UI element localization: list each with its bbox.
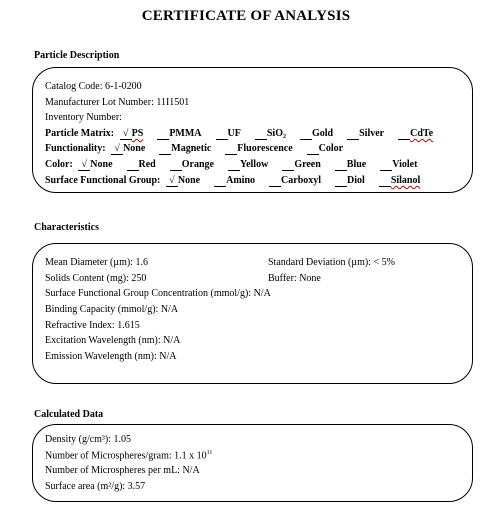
checkmark-blank: [127, 160, 139, 171]
particle-matrix-label: Particle Matrix:: [45, 128, 115, 139]
option-gold: [300, 128, 333, 140]
characteristics-heading: Characteristics: [34, 222, 99, 233]
option-label: Fluorescence: [237, 143, 293, 154]
checkmark-blank: √: [78, 160, 90, 171]
checkmark-blank: [380, 160, 392, 171]
option-label: PMMA: [169, 128, 202, 139]
checkmark-blank: [214, 176, 226, 187]
option-label: Diol: [347, 175, 365, 186]
checkmark-blank: [228, 160, 240, 171]
binding-capacity: Binding Capacity (mmol/g): N/A: [45, 304, 179, 315]
option-none: [166, 175, 200, 187]
checkmark-blank: [379, 176, 391, 187]
option-label: Blue: [346, 159, 367, 170]
option-label: Red: [138, 159, 156, 170]
option-label: Carboxyl: [281, 175, 322, 186]
option-label: Orange: [181, 159, 214, 170]
option-carboxyl: [269, 175, 321, 187]
microspheres-per-gram-exponent: 11: [206, 450, 213, 456]
microspheres-per-gram: [45, 450, 212, 461]
catalog-code: Catalog Code: 6-1-0200: [45, 81, 142, 92]
option-label: Magnetic: [171, 143, 212, 154]
option-label: None: [123, 143, 146, 154]
checkmark-blank: √: [120, 129, 132, 140]
option-silanol: [379, 175, 420, 187]
microspheres-per-ml: Number of Microspheres per mL: N/A: [45, 465, 200, 476]
option-uf: [216, 128, 241, 140]
option-label: PS: [131, 128, 144, 139]
option-pmma: [157, 128, 201, 140]
option-diol: [335, 175, 365, 187]
surface-functional-group-label: Surface Functional Group:: [45, 175, 161, 186]
particle-matrix-row: [45, 128, 433, 140]
checkmark-blank: [255, 129, 267, 140]
checkmark-blank: [282, 160, 294, 171]
option-yellow: [228, 159, 268, 171]
surface-group-concentration: Surface Functional Group Concentration (mmol/g): N/A: [45, 288, 271, 299]
density: Density (g/cm³): 1.05: [45, 434, 132, 445]
particle-description-heading: Particle Description: [34, 50, 120, 61]
option-color: [307, 143, 343, 155]
option-none: [78, 159, 112, 171]
option-blue: [335, 159, 366, 171]
option-label: Color: [318, 143, 344, 154]
checkmark-blank: [300, 129, 312, 140]
option-orange: [170, 159, 214, 171]
option-label: None: [177, 175, 201, 186]
option-cdte: [398, 128, 433, 140]
option-violet: [380, 159, 417, 171]
emission-wavelength: Emission Wavelength (nm): N/A: [45, 351, 177, 362]
checkmark-blank: [335, 160, 347, 171]
option-label: CdTe: [410, 128, 434, 139]
checkmark-blank: [159, 144, 171, 155]
buffer: Buffer: None: [268, 273, 321, 284]
option-label: Amino: [226, 175, 256, 186]
microspheres-per-gram-label: Number of Microspheres/gram: 1.1 x 10: [45, 450, 207, 462]
option-silver: [347, 128, 384, 140]
option-ps: [120, 128, 144, 140]
option-red: [127, 159, 156, 171]
checkmark-blank: [398, 129, 410, 140]
option-label: Gold: [312, 128, 334, 139]
checkmark-blank: √: [111, 144, 123, 155]
functionality-row: [45, 143, 343, 155]
option-label: SiO₂: [266, 128, 286, 139]
option-amino: [214, 175, 255, 187]
calculated-data-heading: Calculated Data: [34, 409, 104, 420]
option-fluorescence: [225, 143, 292, 155]
checkmark-blank: [216, 129, 228, 140]
color-row: [45, 159, 417, 171]
option-label: Violet: [392, 159, 418, 170]
option-magnetic: [159, 143, 211, 155]
option-label: Yellow: [239, 159, 269, 170]
option-label: Green: [294, 159, 321, 170]
manufacturer-lot-number: Manufacturer Lot Number: 11I1501: [45, 97, 190, 108]
functionality-label: Functionality:: [45, 143, 106, 154]
option-sio-: [255, 128, 286, 140]
checkmark-blank: [269, 176, 281, 187]
option-label: Silanol: [390, 175, 421, 186]
mean-diameter: Mean Diameter (µm): 1.6: [45, 257, 148, 268]
option-label: Silver: [359, 128, 385, 139]
solids-content: Solids Content (mg): 250: [45, 273, 147, 284]
surface-functional-group-row: [45, 175, 420, 187]
checkmark-blank: [307, 144, 319, 155]
surface-area: Surface area (m²/g): 3.57: [45, 481, 146, 492]
color-label: Color:: [45, 159, 73, 170]
excitation-wavelength: Excitation Wavelength (nm): N/A: [45, 335, 181, 346]
checkmark-blank: [225, 144, 237, 155]
option-none: [111, 143, 145, 155]
option-green: [282, 159, 320, 171]
checkmark-blank: [335, 176, 347, 187]
checkmark-blank: [157, 129, 169, 140]
checkmark-blank: √: [166, 176, 178, 187]
option-label: UF: [227, 128, 241, 139]
refractive-index: Refractive Index: 1.615: [45, 320, 140, 331]
inventory-number: Inventory Number:: [45, 112, 122, 123]
checkmark-blank: [170, 160, 182, 171]
option-label: None: [90, 159, 113, 170]
page-title: CERTIFICATE OF ANALYSIS: [141, 8, 351, 24]
checkmark-blank: [347, 129, 359, 140]
standard-deviation: Standard Deviation (µm): < 5%: [268, 257, 395, 268]
